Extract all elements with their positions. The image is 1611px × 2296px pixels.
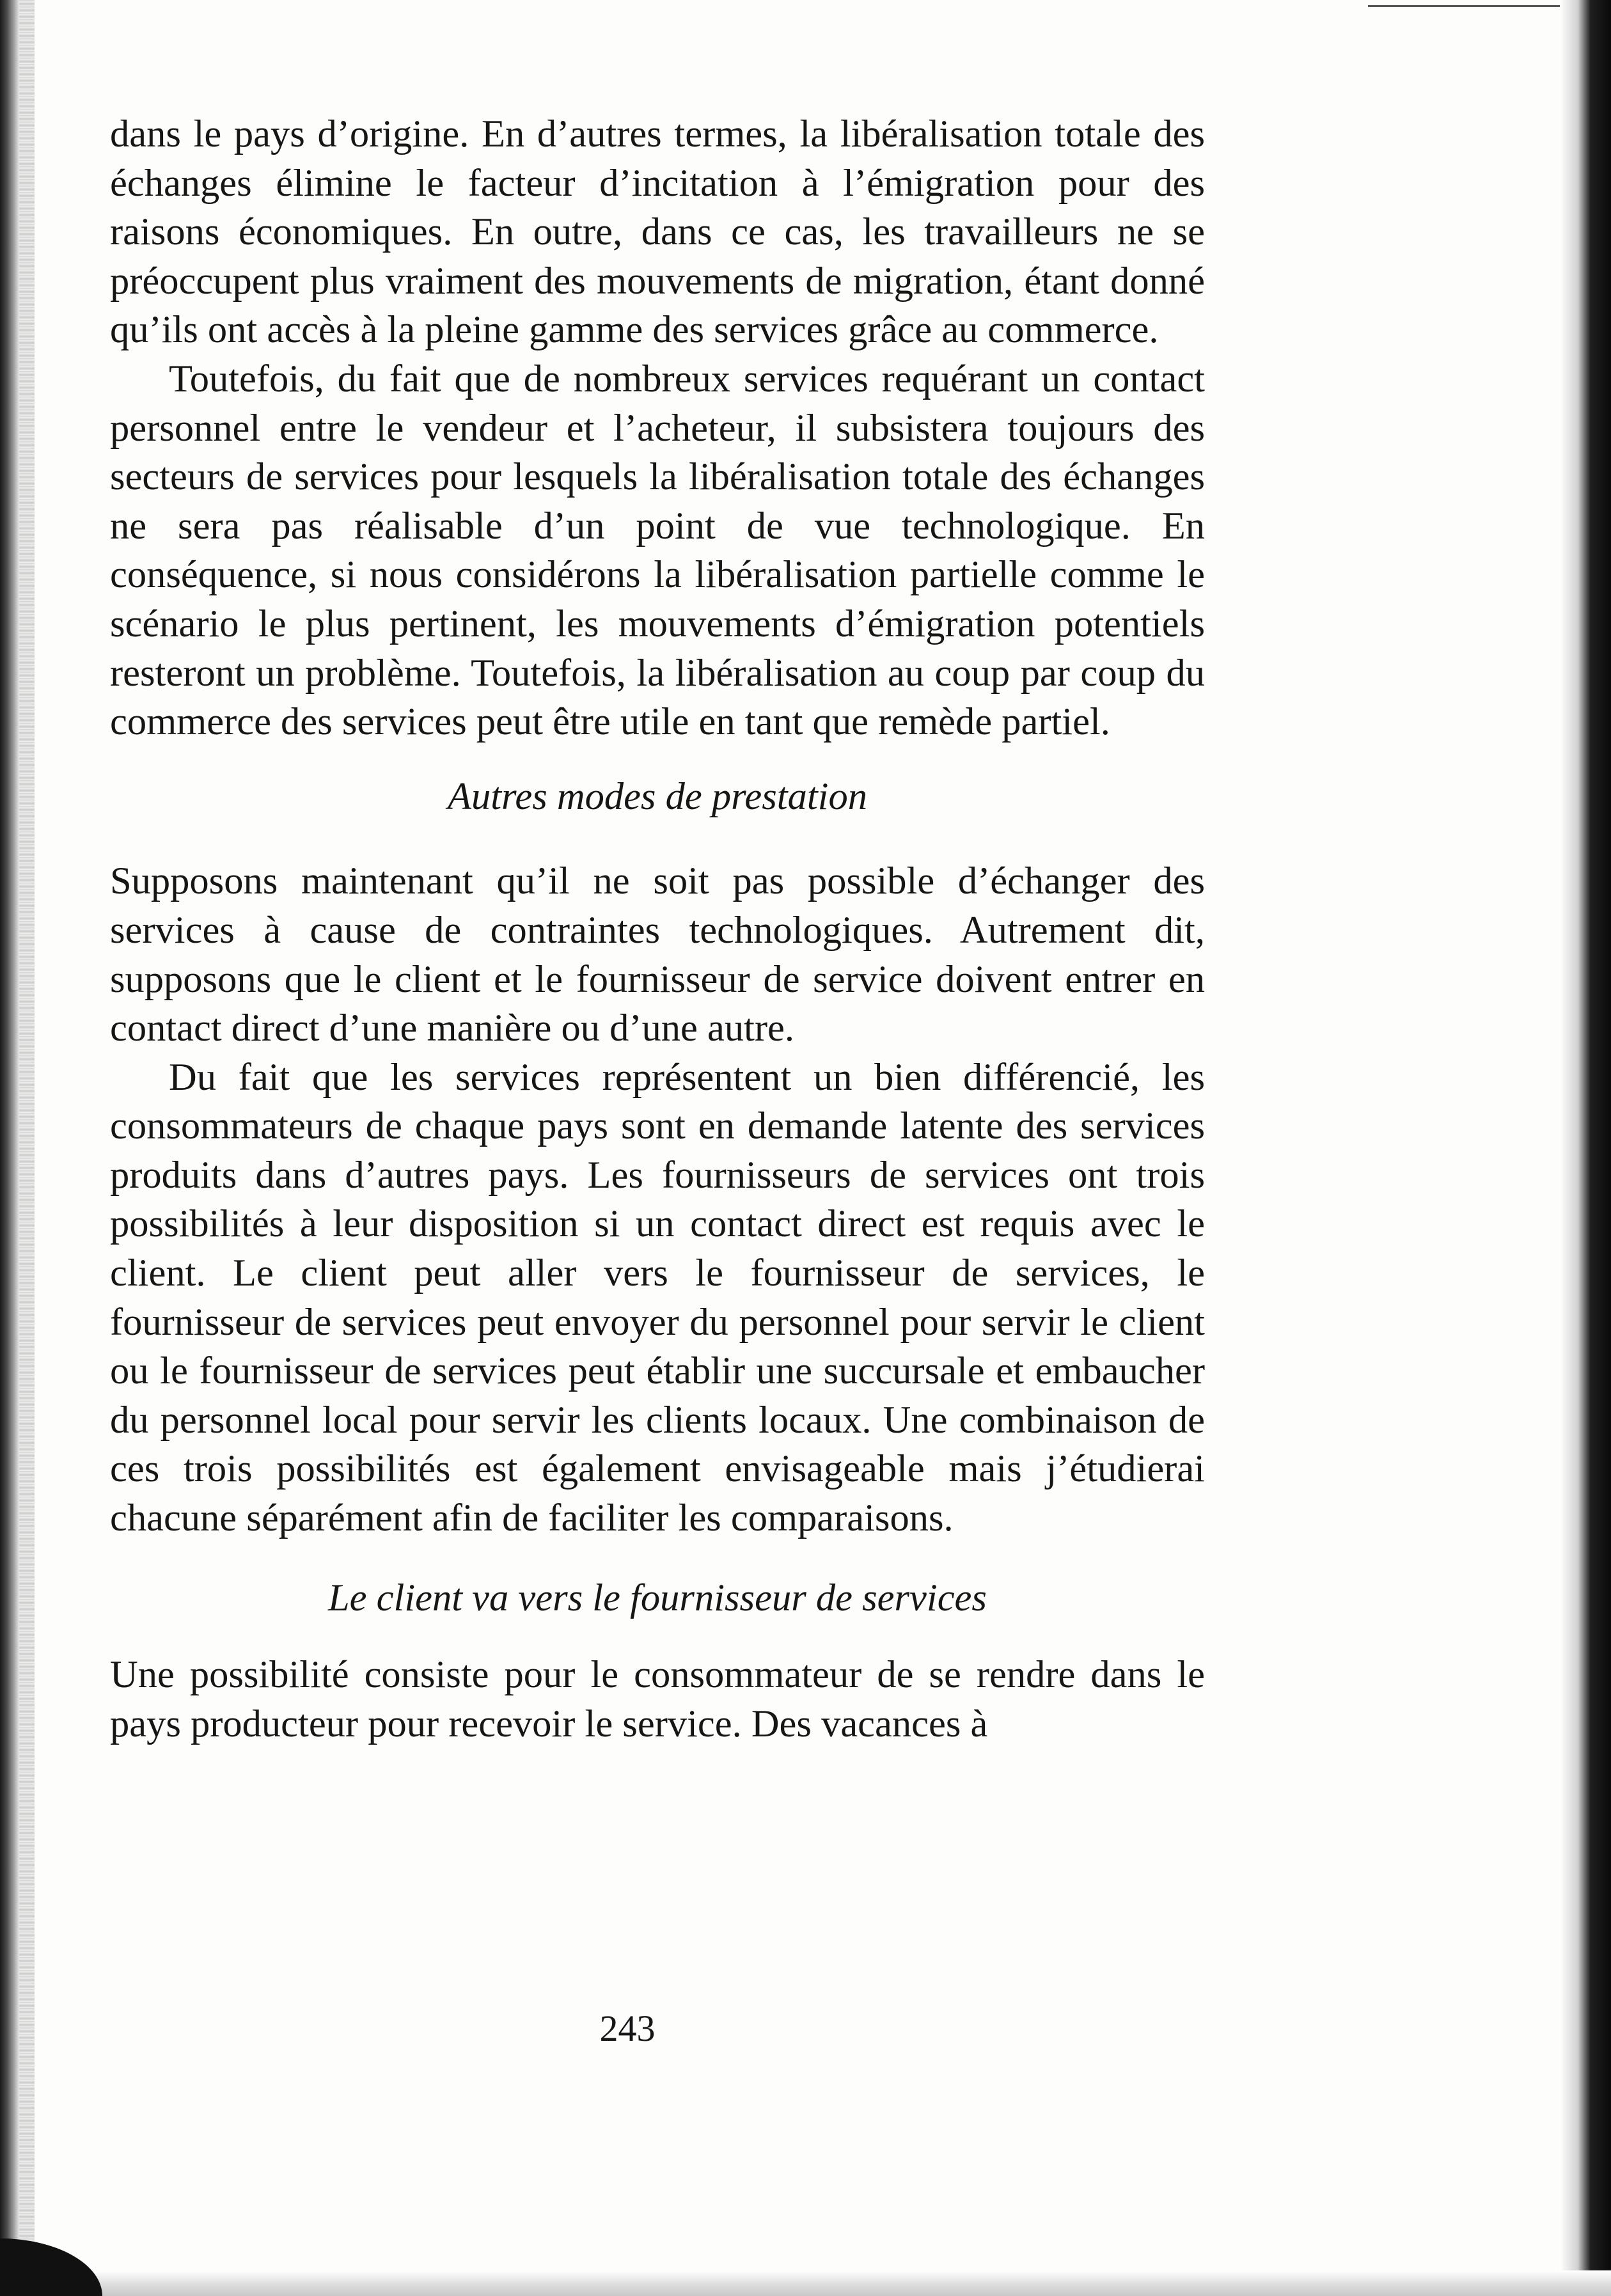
paragraph-toutefois: Toutefois, du fait que de nombreux services requérant un contact personnel entre le vendeur et l’acheteur, il subsistera toujours des secteurs de services pour lesquels la libéralisation totale des échanges ne sera pas réalisable d’un point de vue technologique. En conséquence, si nous considérons la libéralisation partielle comme le scénario le plus pertinent, les mouvements d’émigration potentiels resteront un problème. Toutefois, la libéralisation au coup par coup du commerce des services peut être utile en tant que remède partiel. xyxy=(110,357,1205,744)
page-body xyxy=(110,110,1205,1749)
paragraph-une-possibilite: Une possibilité consiste pour le consommateur de se rendre dans le pays producteur pour recevoir le service. Des vacances à xyxy=(110,1653,1205,1745)
binding-shadow-left xyxy=(0,0,19,2296)
section-heading-client-fournisseur: Le client va vers le fournisseur de services xyxy=(328,1576,987,1619)
paragraph-du-fait: Du fait que les services représentent un bien différencié, les consommateurs de chaque pays sont en demande latente des services produits dans d’autres pays. Les fournisseurs de services ont trois possibilités à leur disposition si un contact direct est requis avec le client. Le client peut aller vers le fournisseur de services, le fournisseur de services peut envoyer du personnel pour servir le client ou le fournisseur de services peut établir une succursale et embaucher du personnel local pour servir les clients locaux. Une combinaison de ces trois possibilités est également envisageable mais j’étudierai chacune séparément afin de faciliter les comparaisons. xyxy=(110,1055,1205,1540)
section-heading-autres-modes: Autres modes de prestation xyxy=(448,775,867,818)
paragraph-supposons: Supposons maintenant qu’il ne soit pas possible d’échanger des services à cause de contraintes technologiques. Autrement dit, supposons que le client et le fournisseur de service doivent entrer en contact direct d’une manière ou d’une autre. xyxy=(110,860,1205,1050)
page-stack-edge-left xyxy=(19,0,35,2296)
scan-edge-bottom xyxy=(0,2270,1611,2296)
scan-corner-shadow xyxy=(0,2238,102,2296)
paragraph-continuation: dans le pays d’origine. En d’autres termes, la libéralisation totale des échanges élimine le facteur d’incitation à l’émigration pour des raisons économiques. En outre, dans ce cas, les travailleurs ne se préoccupent plus vraiment des mouvements de migration, étant donné qu’ils ont accès à la pleine gamme des services grâce au commerce. xyxy=(110,113,1205,352)
scan-edge-right xyxy=(1560,0,1611,2296)
scan-edge-top-line xyxy=(1368,5,1560,7)
page-number: 243 xyxy=(599,2008,656,2049)
